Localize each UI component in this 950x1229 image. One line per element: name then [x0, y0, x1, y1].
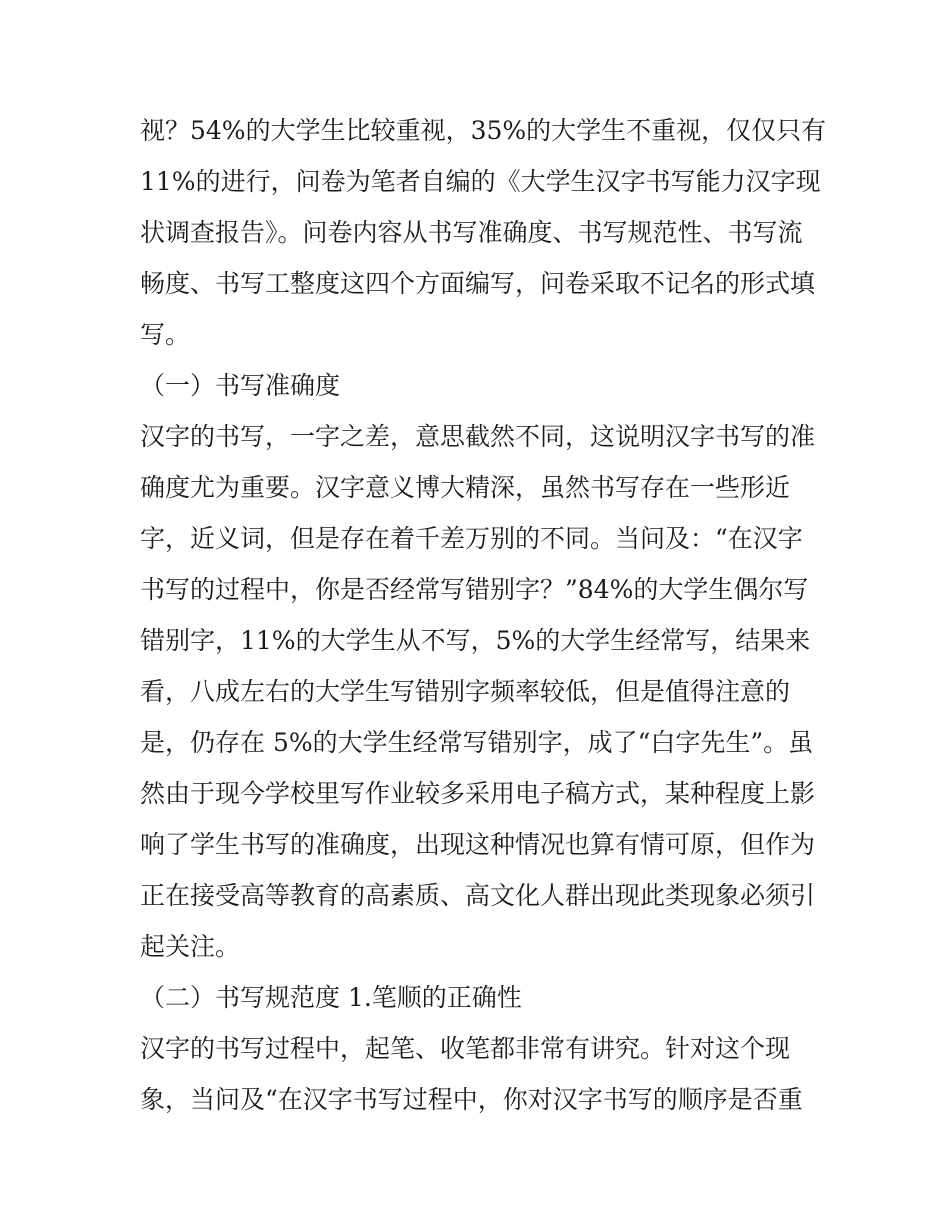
document-page: [140, 105, 827, 1125]
text-line: 书写的过程中，你是否经常写错别字？”84%的大学生偶尔写: [140, 575, 809, 604]
text-line: 象，当问及“在汉字书写过程中，你对汉字书写的顺序是否重: [140, 1085, 803, 1114]
text-line: 是，仍存在 5%的大学生经常写错别字，成了“白字先生”。虽: [140, 728, 814, 757]
text-line: 写。: [140, 320, 191, 349]
text-line: 响了学生书写的准确度，出现这种情况也算有情可原，但作为: [140, 830, 816, 859]
text-line: 然由于现今学校里写作业较多采用电子稿方式，某种程度上影: [140, 779, 816, 808]
section-heading-standardization: （二）书写规范度 1.笔顺的正确性: [140, 983, 522, 1012]
section-heading-accuracy: （一）书写准确度: [140, 371, 341, 400]
text-line: 11%的进行，问卷为笔者自编的《大学生汉字书写能力汉字现: [140, 167, 821, 196]
text-line: 确度尤为重要。汉字意义博大精深，虽然书写存在一些形近: [140, 473, 791, 502]
text-line: 错别字，11%的大学生从不写，5%的大学生经常写，结果来: [140, 626, 811, 655]
text-line: 正在接受高等教育的高素质、高文化人群出现此类现象必须引: [140, 881, 816, 910]
text-line: 起关注。: [140, 932, 241, 961]
text-line: 汉字的书写，一字之差，意思截然不同，这说明汉字书写的准: [140, 422, 816, 451]
text-line: 字，近义词，但是存在着千差万别的不同。当问及：“在汉字: [140, 524, 803, 553]
text-line: 汉字的书写过程中，起笔、收笔都非常有讲究。针对这个现: [140, 1034, 791, 1063]
text-line: 看，八成左右的大学生写错别字频率较低，但是值得注意的: [140, 677, 791, 706]
text-line: 畅度、书写工整度这四个方面编写，问卷采取不记名的形式填: [140, 269, 816, 298]
text-line: 视？54%的大学生比较重视，35%的大学生不重视，仅仅只有: [140, 116, 827, 145]
text-line: 状调查报告》。问卷内容从书写准确度、书写规范性、书写流: [140, 218, 803, 247]
